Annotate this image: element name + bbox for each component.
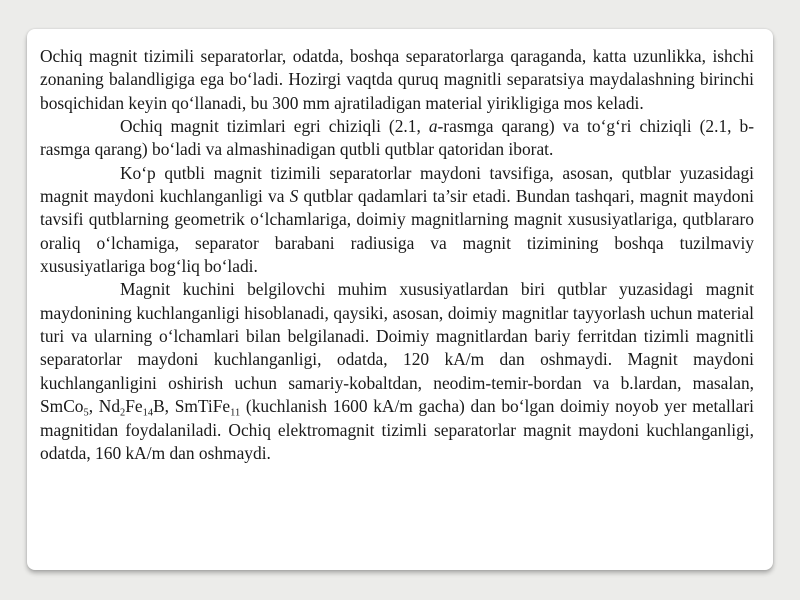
subscript: 14 xyxy=(142,407,154,419)
paragraph-2 xyxy=(40,115,754,162)
paragraph-text: B, SmTiFe xyxy=(153,396,231,417)
paragraph-text: (kuchlanish 1600 kA/m gacha) dan bo‘lgan doimiy noyob yer metallari magnitidan foydalaniladi. Ochiq elektromagnit tizimli separatorlar magnit maydoni kuchlanganligi, odatda, 160 kA/m dan oshmaydi. xyxy=(40,396,754,463)
document-page xyxy=(27,29,773,570)
paragraph-4 xyxy=(40,278,754,465)
paragraph-text: Ochiq magnit tizimili separatorlar, odatda, boshqa separatorlarga qaraganda, katta uzunlikka, ishchi zonaning balandligiga ega bo‘ladi. Hozirgi vaqtda quruq magnitli separatsiya maydalashning birinchi bosqichidan keyin qo‘llanadi, bu 300 mm ajratiladigan material yirikligiga mos keladi. xyxy=(40,46,754,113)
paragraph-text: Magnit kuchini belgilovchi muhim xususiyatlardan biri qutblar yuzasidagi magnit maydonining kuchlanganligi hisoblanadi, qaysiki, asosan, doimiy magnitlar tayyorlash uchun material turi va ularning o‘lchamlari bilan belgilanadi. Doimiy magnitlardan bariy ferritdan tizimli magnitli separatorlar maydoni kuchlanganligi, odatda, 120 kA/m dan oshmaydi. Magnit maydoni kuchlanganligini oshirish uchun samariy-kobaltdan, neodim-temir-bordan va b.lardan, masalan, SmCo xyxy=(40,279,754,417)
paragraph-text: Ko‘p qutbli magnit tizimili separatorlar maydoni tavsifiga, asosan, qutblar yuzasidagi magnit maydoni kuchlanganligi va xyxy=(40,162,754,207)
subscript: 5 xyxy=(83,407,89,419)
variable-s-italic: S xyxy=(289,186,299,207)
paragraph-text: qutblar qadamlari ta’sir etadi. Bundan tashqari, magnit maydoni tavsifi qutblarning geometrik o‘lchamlariga, doimiy magnitlarning magnit xususiyatlariga, qutblararo oraliq o‘lchamiga, separator barabani radiusiga va magnit tizimining boshqa tuzilmaviy xususiyatlariga bog‘liq bo‘ladi. xyxy=(40,186,754,277)
paragraph-text: Fe xyxy=(125,396,143,417)
document-body xyxy=(40,45,754,465)
subscript: 2 xyxy=(120,407,126,419)
paragraph-text: Ochiq magnit tizimlari egri chiziqli (2.1, xyxy=(120,116,429,137)
subscript: 11 xyxy=(230,407,241,419)
paragraph-text: , Nd xyxy=(88,396,121,417)
paragraph-text: -rasmga qarang) va to‘g‘ri chiziqli (2.1, b-rasmga qarang) bo‘ladi va almashinadigan qutbli qutblar qatoridan iborat. xyxy=(40,116,755,160)
paragraph-1 xyxy=(40,45,754,115)
figure-label-italic: a xyxy=(428,116,438,137)
paragraph-3 xyxy=(40,162,754,279)
